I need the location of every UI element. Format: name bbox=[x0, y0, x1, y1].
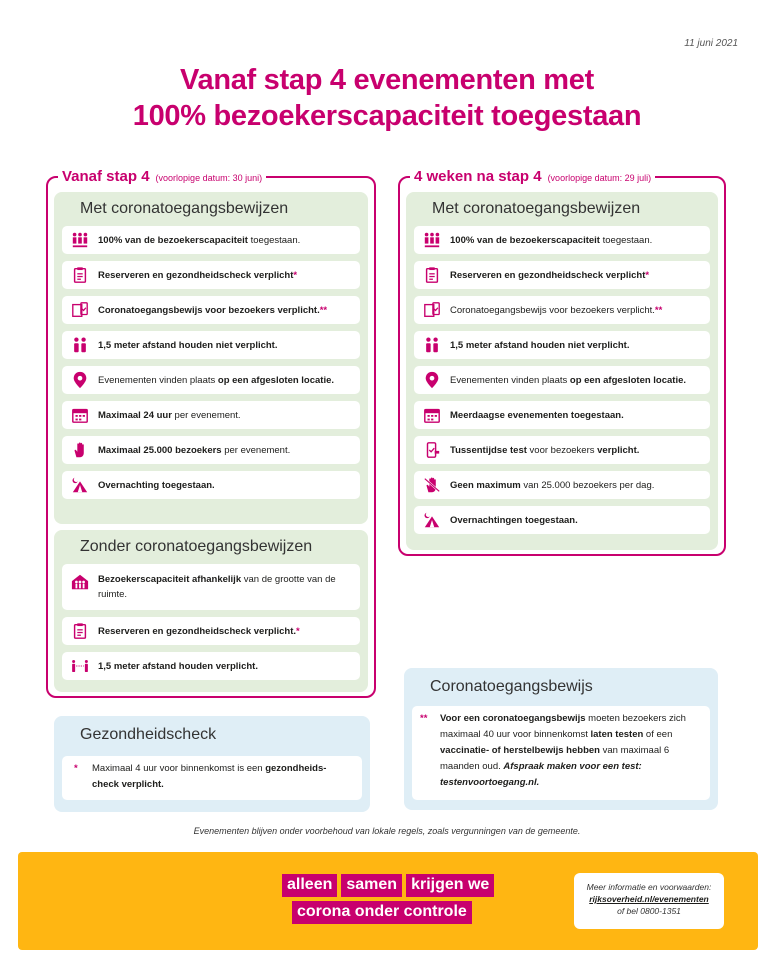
rule-text-part: Coronatoegangsbewijs voor bezoekers verplicht. bbox=[450, 304, 655, 316]
rule-item bbox=[62, 564, 360, 610]
rule-text bbox=[98, 624, 300, 639]
rule-text-part: 100% van de bezoekerscapaciteit bbox=[450, 234, 600, 246]
slogan bbox=[282, 874, 494, 928]
rule-text-part: van de grootte van de ruimte. bbox=[98, 574, 336, 600]
rule-text bbox=[98, 303, 327, 318]
rule-text-part: Maximaal 24 uur bbox=[98, 409, 172, 421]
slogan-line-2 bbox=[282, 901, 494, 924]
phone-document-icon bbox=[422, 300, 442, 320]
rule-text bbox=[450, 338, 629, 353]
slogan-word: alleen bbox=[282, 874, 337, 897]
column-from-step-4 bbox=[46, 168, 376, 698]
house-people-icon bbox=[70, 572, 90, 592]
slogan-word: samen bbox=[341, 874, 402, 897]
rule-item bbox=[62, 261, 360, 289]
rule-text bbox=[98, 443, 290, 458]
step-label: Vanaf stap 4 bbox=[62, 168, 150, 185]
access-pass-text: moeten bezoekers zich maximaal 40 uur voor binnenkomst bbox=[440, 713, 686, 740]
rule-text-part: Overnachting toegestaan. bbox=[98, 479, 215, 491]
rule-text-part: Maximaal 25.000 bezoekers bbox=[98, 444, 222, 456]
rule-text-part: per evenement. bbox=[171, 409, 241, 421]
column-4-weeks-after-step-4 bbox=[398, 168, 726, 556]
health-check-box bbox=[54, 716, 370, 812]
without-pass-panel bbox=[54, 530, 368, 692]
headline bbox=[0, 62, 774, 134]
rule-text bbox=[98, 268, 297, 283]
rule-item bbox=[62, 617, 360, 645]
test-appointment-text: Afspraak maken voor een test: testenvoortoegang.nl. bbox=[440, 761, 642, 788]
rule-item bbox=[414, 471, 710, 499]
rule-text-part: per evenement. bbox=[221, 444, 291, 456]
rule-item bbox=[62, 436, 360, 464]
rule-text bbox=[450, 408, 624, 423]
slogan-word: krijgen we bbox=[406, 874, 494, 897]
bottom-banner bbox=[18, 852, 758, 950]
rule-item bbox=[62, 331, 360, 359]
headline-line-2: 100% bezoekerscapaciteit toegestaan bbox=[132, 100, 642, 132]
rule-text-part: toegestaan. bbox=[247, 234, 301, 246]
more-info-intro: Meer informatie en voorwaarden: bbox=[586, 882, 712, 892]
rule-text bbox=[98, 373, 334, 388]
rule-item bbox=[414, 331, 710, 359]
access-pass-text-bold: vaccinatie- of herstelbewijs hebben bbox=[440, 745, 600, 756]
rule-text-part: verplicht. bbox=[597, 444, 640, 456]
two-people-icon bbox=[70, 335, 90, 355]
access-pass-box bbox=[404, 668, 718, 810]
rule-text-part: Geen maximum bbox=[450, 479, 521, 491]
tent-moon-icon bbox=[422, 510, 442, 530]
rule-item bbox=[414, 401, 710, 429]
two-people-icon bbox=[422, 335, 442, 355]
rules-list bbox=[414, 226, 710, 534]
slogan-line-1 bbox=[282, 874, 494, 897]
phone-document-icon bbox=[70, 300, 90, 320]
panel-title: Zonder coronatoegangsbewijzen bbox=[80, 538, 313, 555]
rule-text bbox=[450, 478, 654, 493]
rules-list bbox=[62, 564, 360, 680]
rule-text bbox=[98, 572, 360, 602]
with-pass-panel bbox=[406, 192, 718, 550]
rule-text bbox=[450, 268, 649, 283]
rule-text-part: toegestaan. bbox=[599, 234, 653, 246]
rule-item bbox=[414, 436, 710, 464]
rule-text-part: Reserveren en gezondheidscheck verplicht bbox=[450, 269, 646, 281]
clipboard-icon bbox=[70, 265, 90, 285]
rule-text-part: Reserveren en gezondheidscheck verplicht. bbox=[98, 625, 296, 637]
rules-list bbox=[62, 226, 360, 499]
rule-text bbox=[98, 338, 277, 353]
tent-moon-icon bbox=[70, 475, 90, 495]
rule-text-part: 100% van de bezoekerscapaciteit bbox=[98, 234, 248, 246]
more-info-box bbox=[574, 873, 724, 929]
rule-text bbox=[450, 513, 578, 528]
rule-item bbox=[62, 471, 360, 499]
panel-title: Met coronatoegangsbewijzen bbox=[80, 200, 289, 217]
people-100-icon bbox=[70, 230, 90, 250]
health-check-text: Maximaal 4 uur voor binnenkomst is een bbox=[92, 763, 266, 774]
slogan-word: corona onder controle bbox=[292, 901, 472, 924]
access-pass-title: Coronatoegangsbewijs bbox=[430, 678, 593, 695]
no-hand-icon bbox=[422, 475, 442, 495]
rule-text-part: 1,5 meter afstand houden niet verplicht. bbox=[98, 339, 278, 351]
panel-title: Met coronatoegangsbewijzen bbox=[432, 200, 641, 217]
calendar-icon bbox=[70, 405, 90, 425]
location-pin-icon bbox=[70, 370, 90, 390]
access-pass-card bbox=[412, 706, 710, 800]
rule-item bbox=[62, 652, 360, 680]
hand-icon bbox=[70, 440, 90, 460]
rule-text bbox=[450, 373, 686, 388]
rule-text-part: Coronatoegangsbewijs voor bezoekers verplicht. bbox=[98, 304, 320, 316]
rule-item bbox=[414, 366, 710, 394]
access-pass-text: van maximaal 6 maanden oud. bbox=[440, 745, 670, 772]
footnote-mark: * bbox=[296, 625, 300, 637]
rule-item bbox=[62, 401, 360, 429]
rule-item bbox=[62, 366, 360, 394]
rule-text bbox=[450, 443, 639, 458]
step-label: 4 weken na stap 4 bbox=[414, 168, 542, 185]
footer-note: Evenementen blijven onder voorbehoud van lokale regels, zoals vergunningen van de gemeente. bbox=[193, 826, 581, 836]
footnote-mark: * bbox=[293, 269, 298, 281]
rule-text bbox=[98, 408, 241, 423]
more-info-phone: of bel 0800-1351 bbox=[617, 906, 681, 916]
distance-1-5m-icon bbox=[70, 656, 90, 676]
rule-item bbox=[62, 296, 360, 324]
footnote-mark: ** bbox=[319, 304, 328, 316]
rule-item bbox=[414, 226, 710, 254]
more-info-link[interactable]: rijksoverheid.nl/evenementen bbox=[589, 894, 709, 904]
column-header bbox=[410, 168, 655, 185]
headline-line-1: Vanaf stap 4 evenementen met bbox=[180, 64, 594, 96]
rule-text-part: Meerdaagse evenementen toegestaan. bbox=[450, 409, 624, 421]
rule-text bbox=[98, 478, 215, 493]
health-check-card bbox=[62, 756, 362, 800]
rule-text-part: Tussentijdse test bbox=[450, 444, 527, 456]
rule-text-part: van 25.000 bezoekers per dag. bbox=[520, 479, 655, 491]
clipboard-icon bbox=[422, 265, 442, 285]
rule-text-part: Overnachtingen toegestaan. bbox=[450, 514, 578, 526]
tentative-date: (voorlopige datum: 29 juli) bbox=[547, 173, 652, 183]
location-pin-icon bbox=[422, 370, 442, 390]
rule-text-part: 1,5 meter afstand houden verplicht. bbox=[98, 660, 258, 672]
rule-text-part: Bezoekerscapaciteit afhankelijk bbox=[98, 574, 242, 585]
rule-text-part: Reserveren en gezondheidscheck verplicht bbox=[98, 269, 294, 281]
rule-text bbox=[450, 233, 652, 248]
phone-test-icon bbox=[422, 440, 442, 460]
footnote-mark: * bbox=[645, 269, 650, 281]
access-pass-text-bold: laten testen bbox=[590, 729, 644, 740]
footnote-mark: ** bbox=[654, 304, 663, 316]
rule-text-part: op een afgesloten locatie. bbox=[217, 374, 335, 386]
people-100-icon bbox=[422, 230, 442, 250]
rule-text bbox=[98, 233, 300, 248]
rule-item bbox=[414, 296, 710, 324]
footnote-mark: ** bbox=[420, 713, 428, 724]
document-date: 11 juni 2021 bbox=[684, 38, 738, 49]
rule-item bbox=[414, 261, 710, 289]
access-pass-text: of een bbox=[643, 729, 673, 740]
tentative-date: (voorlopige datum: 30 juni) bbox=[155, 173, 263, 183]
rule-text-part: op een afgesloten locatie. bbox=[569, 374, 687, 386]
rule-item bbox=[62, 226, 360, 254]
column-header bbox=[58, 168, 266, 185]
footnote-mark: * bbox=[74, 763, 78, 774]
rule-text bbox=[98, 659, 258, 674]
rule-text-part: Evenementen vinden plaats bbox=[450, 374, 570, 386]
calendar-icon bbox=[422, 405, 442, 425]
rule-text-part: Evenementen vinden plaats bbox=[98, 374, 218, 386]
access-pass-text-bold: Voor een coronatoegangsbewijs bbox=[440, 713, 586, 724]
health-check-title: Gezondheidscheck bbox=[80, 726, 217, 743]
with-pass-panel bbox=[54, 192, 368, 524]
rule-item bbox=[414, 506, 710, 534]
rule-text-part: voor bezoekers bbox=[526, 444, 598, 456]
rule-text-part: 1,5 meter afstand houden niet verplicht. bbox=[450, 339, 630, 351]
rule-text bbox=[450, 303, 662, 318]
clipboard-icon bbox=[70, 621, 90, 641]
health-check-bold: gezondheids-check verplicht. bbox=[92, 763, 327, 790]
